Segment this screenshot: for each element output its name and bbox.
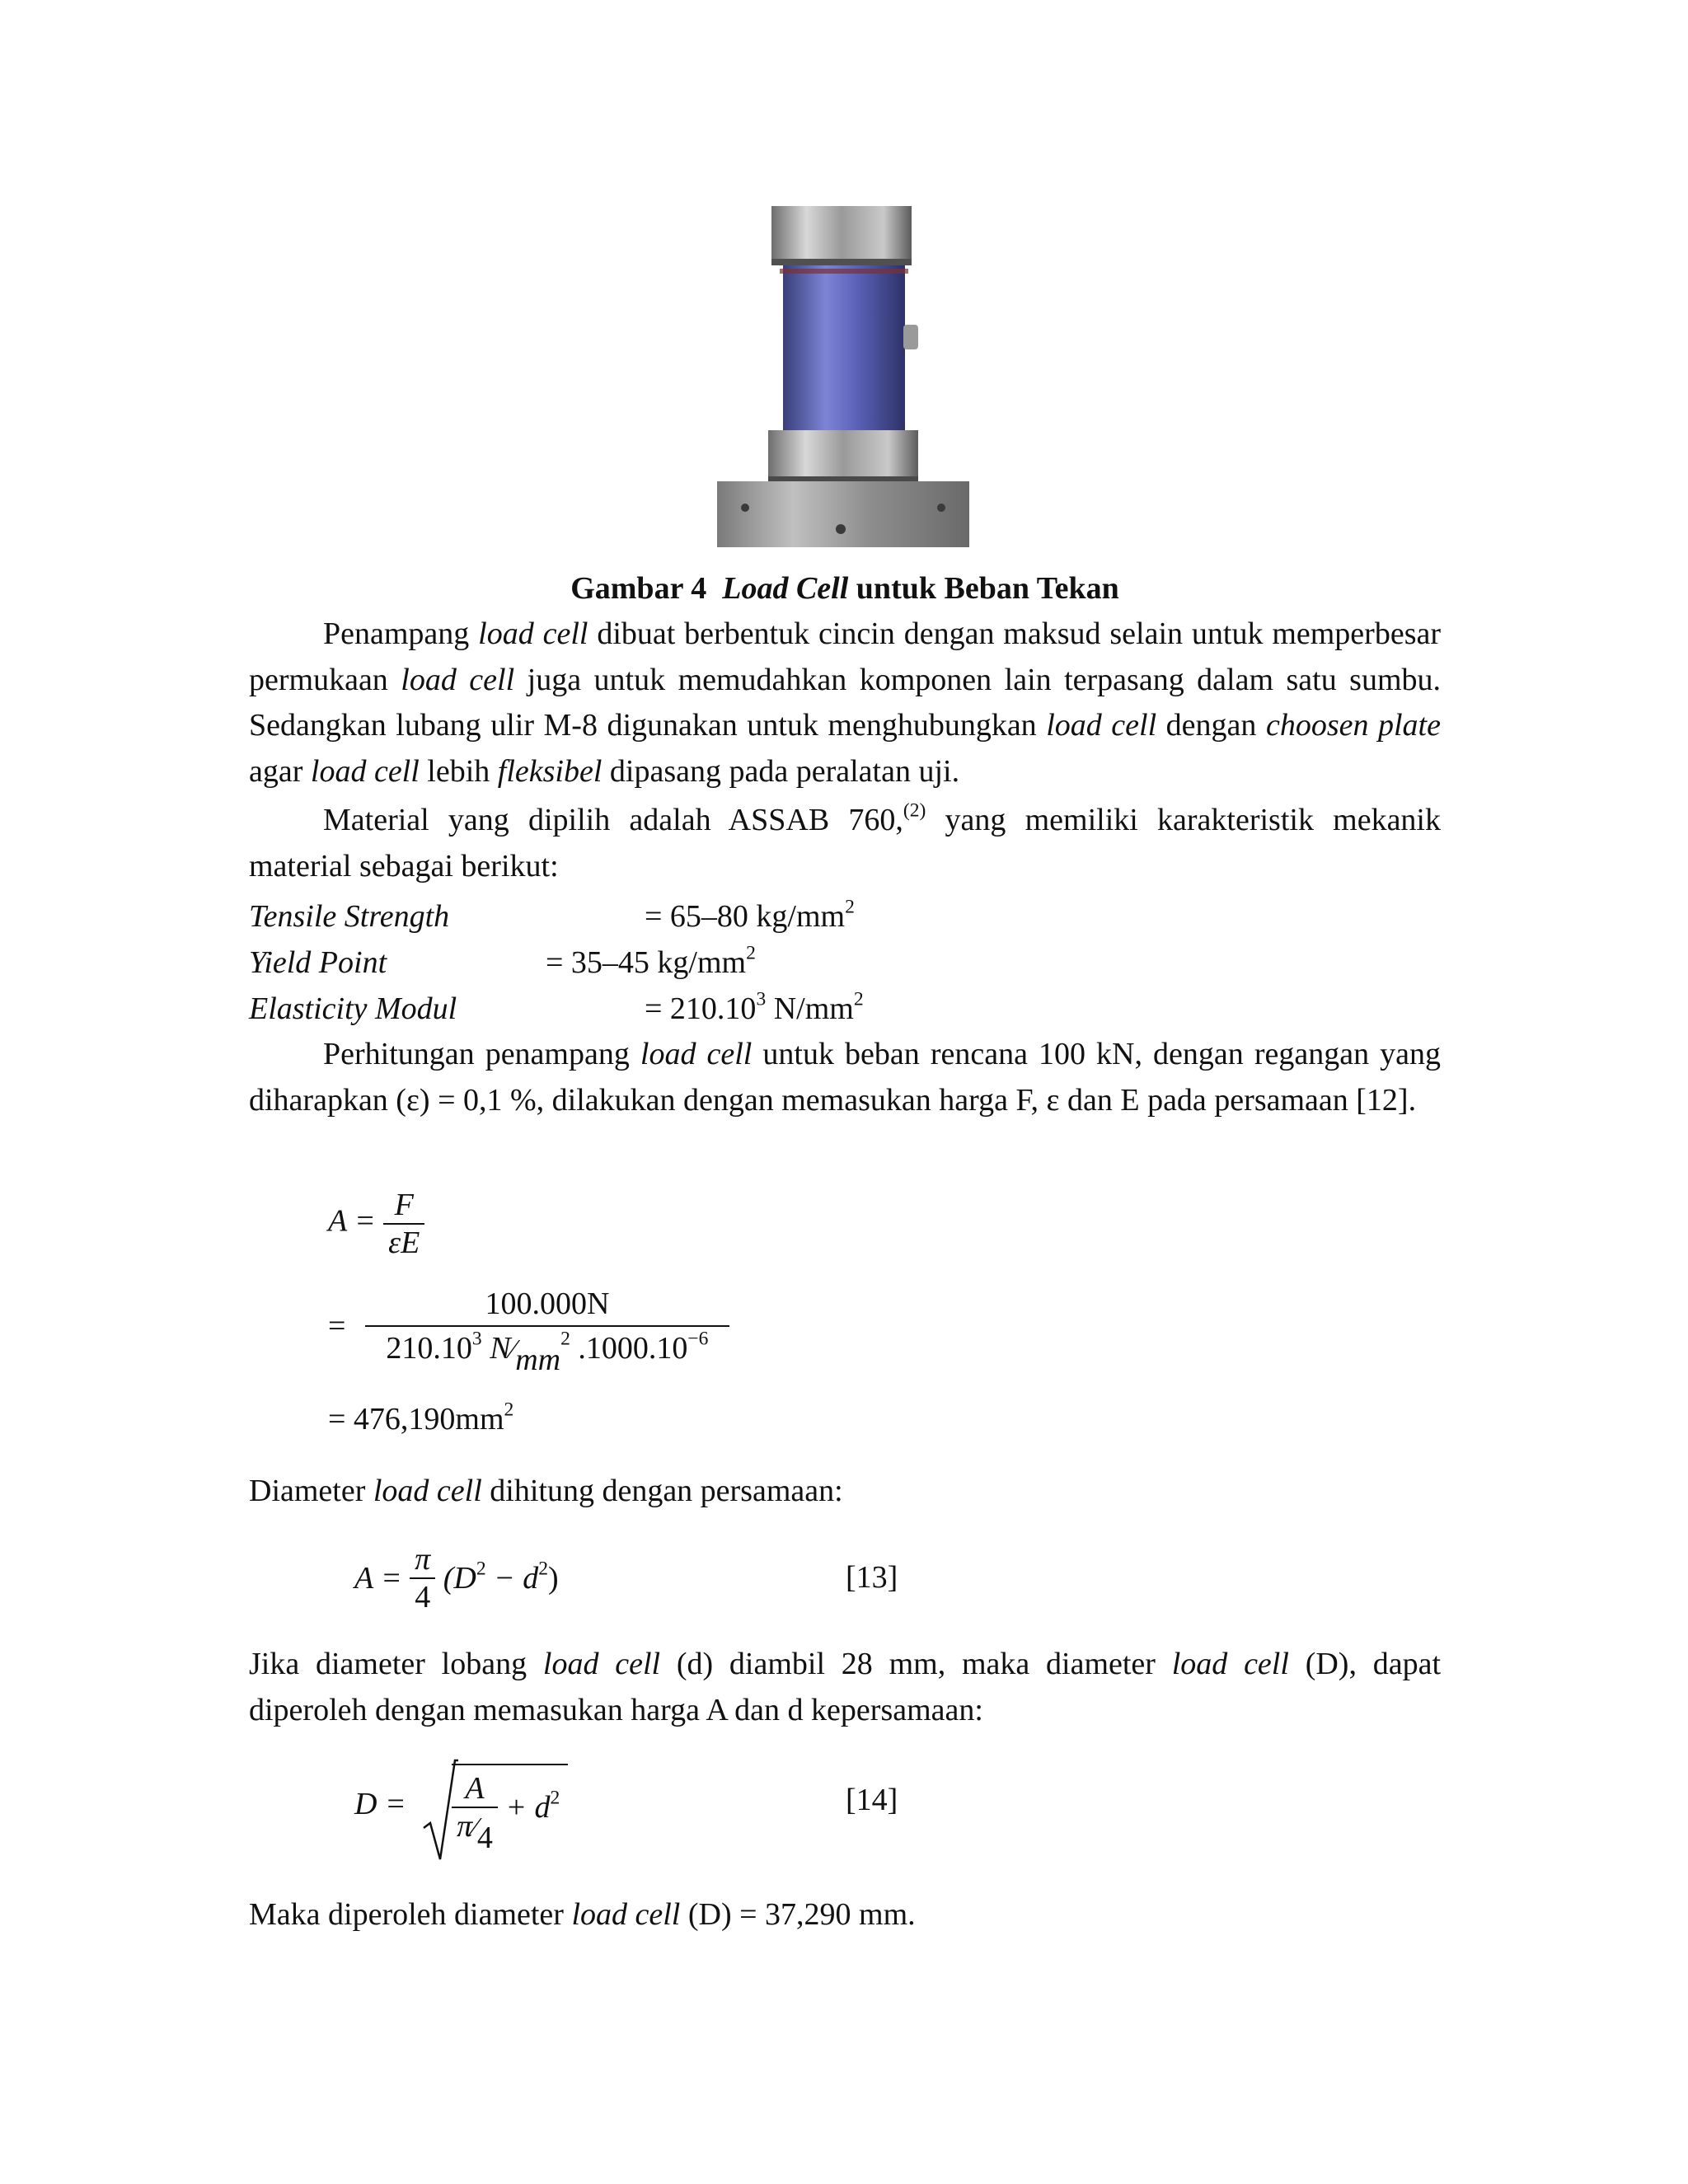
caption-prefix: Gambar 4: [570, 571, 707, 606]
text: Jika diameter lobang: [249, 1647, 543, 1681]
text: dipasang pada peralatan uji.: [602, 753, 960, 789]
text: dengan: [1156, 708, 1266, 743]
den-part: .1000.10: [570, 1331, 688, 1366]
equation-area-formula: [328, 1187, 424, 1261]
sup: −6: [687, 1328, 709, 1350]
prop-value: N/mm: [766, 991, 854, 1026]
sup: 2: [845, 896, 855, 918]
fraction-numerator: π: [415, 1542, 431, 1577]
prop-tensile: [249, 893, 449, 940]
eq-lhs: A =: [328, 1203, 376, 1239]
equation-14: [354, 1764, 568, 1855]
fraction: [383, 1187, 424, 1261]
fraction-denominator: εE: [383, 1223, 424, 1261]
text: (D), dapat diperoleh dengan memasukan harga A dan d kepersamaan:: [249, 1647, 1442, 1727]
text: dihitung dengan persamaan:: [481, 1474, 843, 1508]
den-part: 4: [476, 1821, 493, 1855]
text: Penampang: [323, 616, 479, 651]
text: (D) = 37,290 mm.: [680, 1897, 916, 1932]
load-cell-photo: [717, 201, 969, 547]
den-part: 210.10: [386, 1331, 472, 1366]
text: Perhitungan penampang: [323, 1037, 640, 1071]
figure-caption: [249, 565, 1441, 612]
equation-area-substitution: [328, 1286, 729, 1377]
text: Maka diperoleh diameter: [249, 1897, 572, 1932]
italic-term: fleksibel: [497, 753, 603, 789]
eq-lhs: D =: [354, 1787, 406, 1821]
den-part: mm: [515, 1343, 561, 1377]
italic-term: choosen plate: [1265, 708, 1441, 743]
fraction-denominator: 4: [410, 1577, 435, 1615]
paragraph-6: [249, 1892, 1441, 1938]
prop-tensile-value: [645, 893, 855, 940]
equation-13: [354, 1541, 559, 1615]
eq-rest: [443, 1560, 559, 1596]
italic-term: load cell: [310, 753, 420, 789]
italic-term: load cell: [1171, 1647, 1289, 1681]
sup: 3: [471, 1328, 482, 1350]
text: (d) diambil 28 mm, maka diameter: [660, 1647, 1172, 1681]
equation-number-13: [13]: [846, 1560, 898, 1595]
text: Diameter: [249, 1474, 373, 1508]
radical-sign: [422, 1759, 458, 1866]
paragraph-1: [249, 612, 1441, 794]
text: agar: [249, 753, 311, 789]
italic-term: load cell: [542, 1647, 661, 1681]
fraction-numerator: F: [394, 1188, 414, 1222]
prop-yield: [249, 940, 387, 986]
text: lebih: [419, 753, 498, 789]
sup: 2: [550, 1787, 560, 1809]
prop-value: = 35–45 kg/mm: [546, 945, 747, 980]
fraction-denominator: 210.10$^3$ $N⁄mm^2$ $.1000.10^{-6}$: [365, 1325, 729, 1366]
prop-elasticity-value: [645, 986, 864, 1032]
sup: 2: [504, 1399, 514, 1421]
sup: 2: [560, 1328, 570, 1350]
sup: 2: [746, 942, 756, 964]
eq-part: − d: [485, 1561, 539, 1596]
eq-part: + d: [505, 1790, 551, 1825]
text: juga untuk memudahkan komponen lain terpasang dalam satu sumbu. Sedangkan lubang ulir M-8 digunakan untuk menghubungkan: [249, 662, 1442, 743]
fraction: [365, 1286, 729, 1377]
den-part: π: [457, 1809, 473, 1844]
paragraph-5: [249, 1642, 1441, 1733]
radicand-rest: [505, 1789, 560, 1825]
italic-term: load cell: [1046, 708, 1157, 743]
citation-sup: (2): [903, 799, 926, 822]
caption-italic: Load Cell: [722, 571, 849, 606]
italic-term: load cell: [373, 1474, 482, 1508]
prop-name: Tensile Strength: [249, 899, 450, 934]
radicand: [452, 1764, 568, 1855]
text: dibuat berbentuk cincin dengan maksud selain untuk memperbesar permukaan: [249, 616, 1442, 697]
italic-term: load cell: [478, 616, 588, 651]
italic-term: load cell: [571, 1897, 681, 1932]
sup: 3: [756, 988, 767, 1010]
prop-value: = 210.10: [645, 991, 757, 1026]
sup: 2: [538, 1558, 549, 1580]
eq-part: ): [548, 1561, 559, 1596]
fraction: [410, 1541, 435, 1615]
fraction-numerator: [365, 1286, 729, 1325]
sup: 2: [476, 1558, 486, 1580]
text: untuk beban rencana 100 kN, dengan regangan yang diharapkan (ε) = 0,1 %, dilakukan dengan memasukan harga F, ε dan E pada persamaan [12].: [249, 1037, 1442, 1118]
paragraph-3: [249, 1032, 1441, 1123]
equation-area-result: [328, 1401, 513, 1437]
fraction-numerator: A: [465, 1771, 485, 1806]
fraction: [452, 1770, 498, 1855]
caption-suffix: untuk Beban Tekan: [856, 571, 1119, 606]
equation-number-14: [14]: [846, 1783, 898, 1817]
fraction-denominator: π⁄4: [452, 1807, 498, 1844]
prop-yield-value: [546, 940, 756, 986]
result-text: = 476,190mm: [328, 1402, 504, 1436]
italic-term: load cell: [640, 1037, 753, 1071]
den-part: N: [481, 1331, 511, 1366]
prop-value: = 65–80 kg/mm: [645, 899, 846, 934]
prop-name: Yield Point: [249, 945, 387, 980]
square-root: [422, 1764, 568, 1855]
italic-term: load cell: [401, 662, 515, 697]
equals-sign: =: [328, 1309, 346, 1343]
sup: 2: [853, 988, 864, 1010]
text: Material yang dipilih adalah ASSAB 760,: [323, 803, 903, 837]
paragraph-2: [249, 798, 1441, 889]
numerator-text: 100.000N: [485, 1286, 610, 1321]
eq-part: (D: [443, 1561, 476, 1596]
prop-name: Elasticity Modul: [249, 991, 457, 1026]
eq-lhs: A =: [354, 1561, 402, 1596]
text: yang memiliki karakteristik mekanik material sebagai berikut:: [249, 803, 1441, 883]
prop-elasticity: [249, 986, 457, 1032]
paragraph-4: [249, 1469, 1441, 1515]
